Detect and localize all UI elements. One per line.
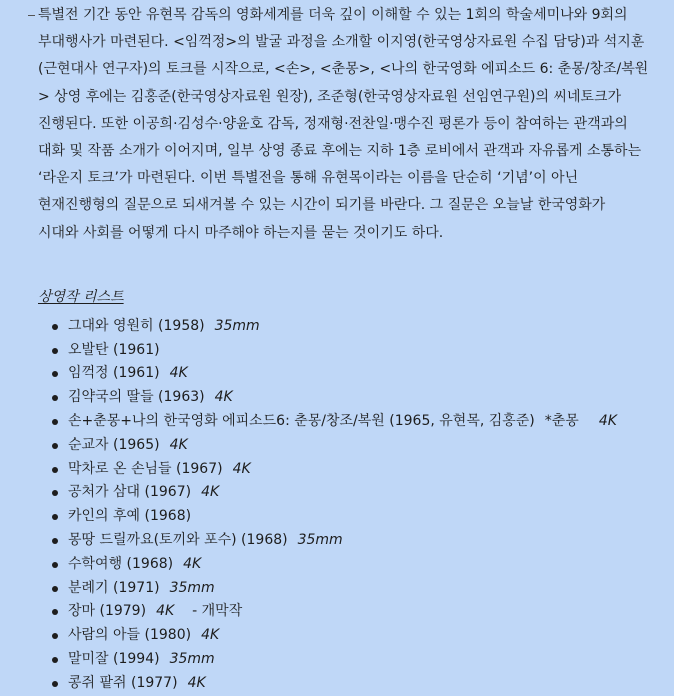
- film-list: [38, 315, 650, 696]
- film-title: 순교자 (1965): [68, 436, 160, 453]
- film-title: 오발탄 (1961): [68, 341, 160, 358]
- bullet-icon: [52, 586, 58, 592]
- bullet-icon: [52, 395, 58, 401]
- film-title: 손+춘몽+나의 한국영화 에피소드6: 춘몽/창조/복원 (1965, 유현목, 김홍준): [68, 413, 535, 430]
- film-list-item: [38, 505, 650, 529]
- film-note: *춘몽: [544, 413, 579, 430]
- bullet-icon: [52, 371, 58, 377]
- film-title: 말미잘 (1994): [68, 650, 160, 667]
- film-note: - 개막작: [192, 603, 243, 620]
- film-title: 그대와 영원히 (1958): [68, 317, 205, 334]
- film-list-item: [38, 386, 650, 410]
- bullet-icon: [52, 490, 58, 496]
- film-format: 4K: [598, 413, 617, 430]
- film-list-item: [38, 553, 650, 577]
- film-format: 4K: [169, 436, 188, 453]
- bullet-icon: [52, 348, 58, 354]
- film-title: 카인의 후예 (1968): [68, 508, 192, 525]
- film-list-item: [38, 648, 650, 672]
- film-title: 공처가 삼대 (1967): [68, 484, 192, 501]
- film-list-item: [38, 481, 650, 505]
- film-title: 분례기 (1971): [68, 579, 160, 596]
- article-body: [38, 2, 650, 696]
- bullet-icon: [52, 681, 58, 687]
- bullet-icon: [52, 562, 58, 568]
- dash-marker-icon: [28, 15, 35, 16]
- film-title: 콩쥐 팥쥐 (1977): [68, 674, 178, 691]
- film-title: 사람의 아들 (1980): [68, 627, 192, 644]
- film-list-item: [38, 458, 650, 482]
- bullet-icon: [52, 609, 58, 615]
- film-list-item: [38, 672, 650, 696]
- film-title: 임꺽정 (1961): [68, 365, 160, 382]
- film-title: 막차로 온 손님들 (1967): [68, 460, 223, 477]
- bullet-icon: [52, 514, 58, 520]
- film-list-item: [38, 315, 650, 339]
- film-list-item: [38, 362, 650, 386]
- film-title: 장마 (1979): [68, 603, 147, 620]
- film-format: 4K: [201, 627, 220, 644]
- film-format: 35mm: [297, 532, 343, 548]
- intro-paragraph: [38, 2, 650, 247]
- film-format: 4K: [232, 460, 251, 477]
- film-format: 4K: [169, 365, 188, 382]
- film-list-item: [38, 624, 650, 648]
- film-title: 김약국의 딸들 (1963): [68, 389, 205, 406]
- film-title: 몽땅 드릴까요(토끼와 포수) (1968): [68, 532, 288, 548]
- film-format: 4K: [201, 484, 220, 501]
- film-format: 35mm: [214, 317, 260, 334]
- screening-list-heading: 상영작 리스트: [38, 288, 124, 305]
- film-format: 4K: [214, 389, 233, 406]
- bullet-icon: [52, 467, 58, 473]
- film-list-item: [38, 600, 650, 624]
- film-list-item: [38, 577, 650, 601]
- film-format: 4K: [187, 674, 206, 691]
- film-format: 4K: [183, 555, 202, 572]
- film-list-item: [38, 339, 650, 363]
- bullet-icon: [52, 538, 58, 544]
- film-list-item: [38, 434, 650, 458]
- film-format: 4K: [156, 603, 175, 620]
- film-format: 35mm: [169, 579, 215, 596]
- film-list-item: [38, 410, 650, 434]
- bullet-icon: [52, 324, 58, 330]
- film-format: 35mm: [169, 650, 215, 667]
- intro-text: 특별전 기간 동안 유현목 감독의 영화세계를 더욱 깊이 이해할 수 있는 1회의 학술세미나와 9회의 부대행사가 마련된다. <임꺽정>의 발굴 과정을 소개할 이지영(한국영상자료원 수집 담당)과 석지훈(근현대사 연구자)의 토크를 시작으로, <손>, <춘몽>, <나의 한국영화 에피소드 6: 춘몽/창조/복원> 상영 후에는 김홍준(한국영상자료원 원장), 조준형(한국영상자료원 선임연구원)의 씨네토크가 진행된다. 또한 이공희·김성수·양윤호 감독, 정재형·전찬일·맹수진 평론가 등이 참여하는 관객과의 대화 및 작품 소개가 이어지며, 일부 상영 종료 후에는 지하 1층 로비에서 관객과 자유롭게 소통하는 ‘라운지 토크’가 마련된다. 이번 특별전을 통해 유현목이라는 이름을 단순히 ‘기념’이 아닌 현재진행형의 질문으로 되새겨볼 수 있는 시간이 되기를 바란다. 그 질문은 오늘날 한국영화가 시대와 사회를 어떻게 다시 마주해야 하는지를 묻는 것이기도 하다.: [38, 7, 649, 241]
- bullet-icon: [52, 633, 58, 639]
- bullet-icon: [52, 657, 58, 663]
- film-list-item: [38, 529, 650, 553]
- film-title: 수학여행 (1968): [68, 555, 174, 572]
- bullet-icon: [52, 419, 58, 425]
- bullet-icon: [52, 443, 58, 449]
